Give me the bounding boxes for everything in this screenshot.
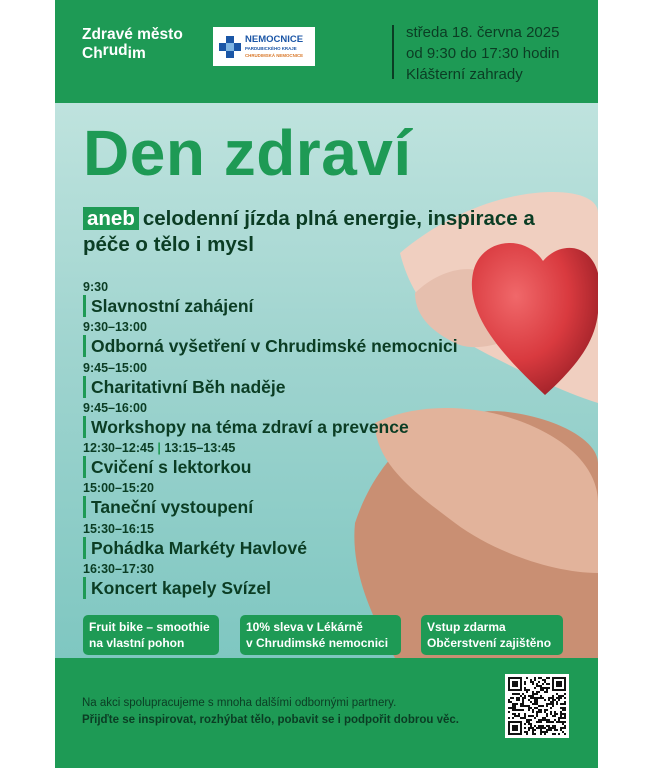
subtitle-text: celodenní jízda plná energie, inspirace a péče o tělo i mysl: [83, 207, 535, 256]
header: [55, 0, 598, 103]
schedule-event: Odborná vyšetření v Chrudimské nemocnici: [83, 335, 458, 357]
event-place: Klášterní zahrady: [406, 66, 523, 83]
schedule-event: Taneční vystoupení: [83, 496, 458, 518]
hospital-logo: [213, 27, 315, 66]
info-box-line2: na vlastní pohon: [89, 636, 185, 650]
schedule-item: [83, 401, 458, 441]
schedule-event: Slavnostní zahájení: [83, 295, 458, 317]
info-box-line1: Fruit bike – smoothie: [89, 620, 210, 634]
page-title: Den zdraví: [83, 117, 412, 189]
schedule-time: 15:30–16:15: [83, 521, 154, 536]
city-logo-part2: rud: [102, 42, 128, 59]
schedule-time: 9:45–15:00: [83, 360, 147, 375]
schedule-time: 9:30: [83, 280, 109, 294]
qr-code[interactable]: [505, 674, 569, 738]
footer-partners-text: Na akci spolupracujeme s mnoha dalšími odbornými partnery.: [82, 697, 397, 709]
poster: [55, 0, 598, 768]
info-box-pharmacy: [240, 615, 401, 655]
city-logo-part1: Ch: [82, 45, 103, 62]
info-box-line2: Občerstvení zajištěno: [427, 636, 552, 650]
info-box-fruit-bike: [83, 615, 219, 655]
schedule-time: 16:30–17:30: [83, 562, 154, 577]
schedule-item: [83, 522, 458, 562]
hospital-sub1: PARDUBICKÉHO KRAJE: [245, 45, 297, 51]
schedule-time: 9:45–16:00: [83, 400, 147, 415]
qr-code-icon: [508, 677, 566, 735]
schedule-event: Cvičení s lektorkou: [83, 456, 458, 478]
schedule-item: [83, 481, 458, 521]
schedule-event: Workshopy na téma zdraví a prevence: [83, 416, 458, 438]
schedule-event: Pohádka Markéty Havlové: [83, 537, 458, 559]
schedule-item: [83, 280, 458, 320]
info-box-entry: [421, 615, 563, 655]
time-separator: |: [157, 441, 161, 456]
schedule-item: [83, 441, 458, 481]
schedule-item: [83, 562, 458, 602]
schedule-time: [83, 441, 458, 456]
event-info: [406, 22, 559, 85]
schedule-event: Charitativní Běh naděje: [83, 376, 458, 398]
schedule: [83, 280, 458, 602]
schedule-item: [83, 361, 458, 401]
info-box-line1: 10% sleva v Lékárně: [246, 620, 363, 634]
footer: [55, 658, 598, 768]
schedule-time-part1: 12:30–12:45: [83, 441, 154, 456]
event-hours: od 9:30 do 17:30 hodin: [406, 45, 560, 62]
hospital-name: NEMOCNICE: [245, 33, 304, 45]
city-logo-part3: im: [127, 45, 146, 62]
schedule-event: Koncert kapely Svízel: [83, 577, 458, 599]
city-logo-line2: [82, 42, 183, 63]
hospital-sub2: CHRUDIMSKÁ NEMOCNICE: [245, 52, 304, 58]
schedule-time: 9:30–13:00: [83, 320, 147, 335]
info-box-line2: v Chrudimské nemocnici: [246, 636, 389, 650]
schedule-item: [83, 320, 458, 360]
subtitle-tag: aneb: [83, 207, 139, 230]
city-logo-line1: Zdravé město: [82, 26, 183, 43]
schedule-time-part2: 13:15–13:45: [164, 441, 236, 456]
header-divider: [392, 25, 394, 79]
info-box-line1: Vstup zdarma: [427, 620, 506, 634]
hospital-logo-text: [245, 35, 303, 59]
schedule-time: 15:00–15:20: [83, 481, 154, 496]
city-logo: [82, 26, 183, 63]
event-date: středa 18. června 2025: [406, 24, 560, 41]
footer-invite-text: Přijďte se inspirovat, rozhýbat tělo, pobavit se i podpořit dobrou věc.: [82, 714, 459, 726]
hospital-cross-icon: [219, 36, 241, 58]
subtitle: [83, 206, 553, 258]
